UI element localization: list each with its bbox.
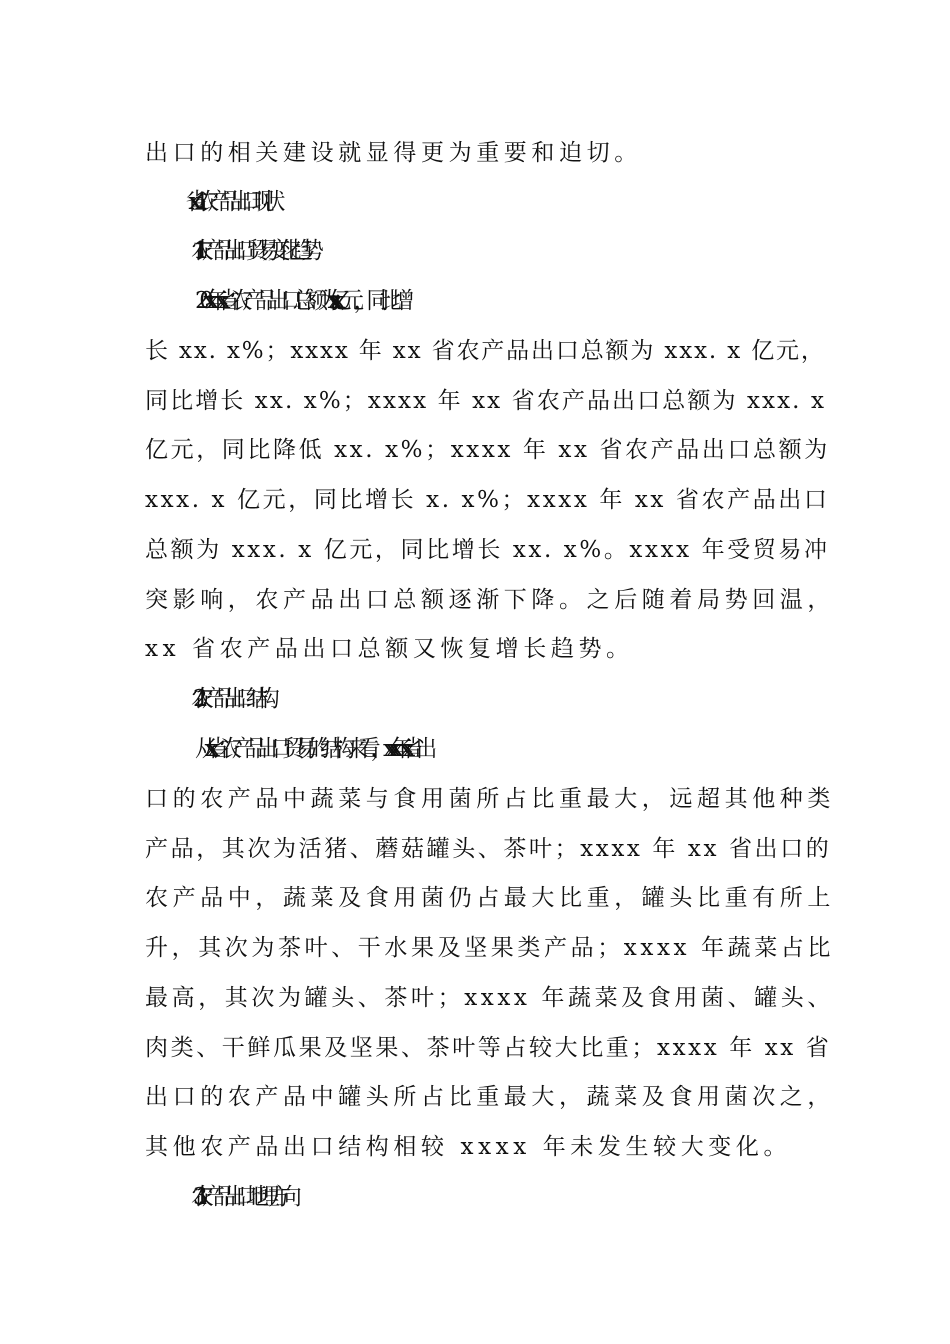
paragraph-line: 长 xx. x%；xxxx 年 xx 省农产品出口总额为 xxx. x 亿元， bbox=[145, 338, 826, 364]
paragraph-line: xx 省农产品出口总额又恢复增长趋势。 bbox=[145, 636, 634, 662]
paragraph-line: 口的农产品中蔬菜与食用菌所占比重最大，远超其他种类 bbox=[145, 786, 835, 812]
paragraph-line: 同比增长 xx. x%；xxxx 年 xx 省农产品出口总额为 xxx. x bbox=[145, 388, 827, 414]
paragraph-line: xxx. x 亿元，同比增长 x. x%；xxxx 年 xx 省农产品出口 bbox=[145, 487, 830, 513]
paragraph-line: 从 xx 省农产品出口贸易的结构来看，xxxx 年 xx 省出 bbox=[195, 736, 427, 762]
section-heading: 1. xx 省农产品出口现状 bbox=[195, 189, 274, 215]
subsection-heading: 1.3 农产品出口地理方向 bbox=[195, 1184, 290, 1210]
paragraph-line: 最高，其次为罐头、茶叶；xxxx 年蔬菜及食用菌、罐头、 bbox=[145, 985, 834, 1011]
paragraph-line: 农产品中，蔬菜及食用菌仍占最大比重，罐头比重有所上 bbox=[145, 885, 835, 911]
subsection-heading: 1.2 农产品出口结构 bbox=[195, 686, 268, 712]
paragraph-line: 升，其次为茶叶、干水果及坚果类产品；xxxx 年蔬菜占比 bbox=[145, 935, 834, 961]
paragraph-line: 产品，其次为活猪、蘑菇罐头、茶叶；xxxx 年 xx 省出口的 bbox=[145, 836, 832, 862]
paragraph-line: 肉类、干鲜瓜果及坚果、茶叶等占较大比重；xxxx 年 xx 省 bbox=[145, 1035, 832, 1061]
subsection-heading: 1.1 农产品出口贸易变化趋势 bbox=[195, 238, 312, 264]
paragraph-line: 20xx 年 xx 省农产品出口总额为 xxx. x 亿元，同比增 bbox=[195, 288, 405, 314]
paragraph-line: 其他农产品出口结构相较 xxxx 年未发生较大变化。 bbox=[145, 1134, 792, 1160]
paragraph-line: 出口的相关建设就显得更为重要和迫切。 bbox=[145, 140, 642, 166]
paragraph-line: 突影响，农产品出口总额逐渐下降。之后随着局势回温， bbox=[145, 587, 835, 613]
paragraph-line: 出口的农产品中罐头所占比重最大，蔬菜及食用菌次之， bbox=[145, 1084, 835, 1110]
paragraph-line: 总额为 xxx. x 亿元，同比增长 xx. x%。xxxx 年受贸易冲 bbox=[145, 537, 830, 563]
paragraph-line: 亿元，同比降低 xx. x%；xxxx 年 xx 省农产品出口总额为 bbox=[145, 437, 830, 463]
